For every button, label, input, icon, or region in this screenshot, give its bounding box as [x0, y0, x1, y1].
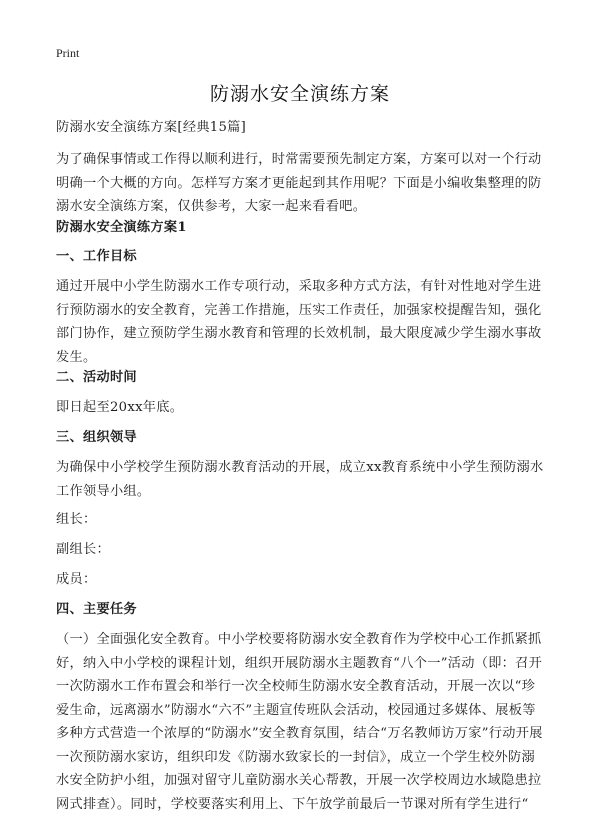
role-members: 成员： [56, 572, 97, 587]
section-body-time: 即日起至20xx年底。 [56, 400, 184, 415]
document-subtitle: 防溺水安全演练方案[经典15篇] [56, 120, 247, 135]
section-heading-tasks: 四、主要任务 [56, 602, 137, 617]
plan-heading: 防溺水安全演练方案1 [56, 220, 187, 235]
section-body-leadership: 为确保中小学校学生预防溺水教育活动的开展，成立xx教育系统中小学生预防溺水工作领导小组。 [56, 460, 544, 499]
print-link[interactable]: Print [56, 46, 80, 60]
page-title: 防溺水安全演练方案 [209, 83, 390, 105]
section-heading-goals: 一、工作目标 [56, 249, 137, 264]
role-deputy: 副组长： [56, 542, 110, 557]
section-heading-time: 二、活动时间 [56, 370, 137, 385]
section-body-goals: 通过开展中小学生防溺水工作专项行动，采取多种方式方法，有针对性地对学生进行预防溺水的安全教育，完善工作措施，压实工作责任，加强家校提醒告知，强化部门协作，建立预防学生溺水教育和管理的长效机制，最大限度减少学生溺水事故发生。 [56, 279, 542, 365]
section-body-tasks: （一）全面强化安全教育。中小学校要将防溺水安全教育作为学校中心工作抓紧抓好，纳入中小学校的课程计划，组织开展防溺水主题教育“八个一”活动（即：召开一次防溺水工作布置会和举行一次全校师生防溺水安全教育活动，开展一次以“珍爱生命，远离溺水”防溺水“六不”主题宣传班队会活动，校园通过多媒体、展板等多种方式营造一个浓厚的“防溺水”安全教育氛围，结合“万名教师访万家”行动开展一次预防溺水家访，组织印发《防溺水致家长的一封信》，成立一个学生校外防溺水安全防护小组，加强对留守儿童防溺水关心帮教，开展一次学校周边水域隐患拉网式排查）。同时，学校要落实利用上、下午放学前最后一节课对所有学生进行“ [56, 632, 543, 812]
intro-paragraph: 为了确保事情或工作得以顺利进行，时常需要预先制定方案，方案可以对一个行动明确一个大概的方向。怎样写方案才更能起到其作用呢？下面是小编收集整理的防溺水安全演练方案，仅供参考，大家一起来看看吧。 [56, 152, 542, 214]
role-leader: 组长： [56, 512, 97, 527]
section-heading-leadership: 三、组织领导 [56, 430, 137, 445]
